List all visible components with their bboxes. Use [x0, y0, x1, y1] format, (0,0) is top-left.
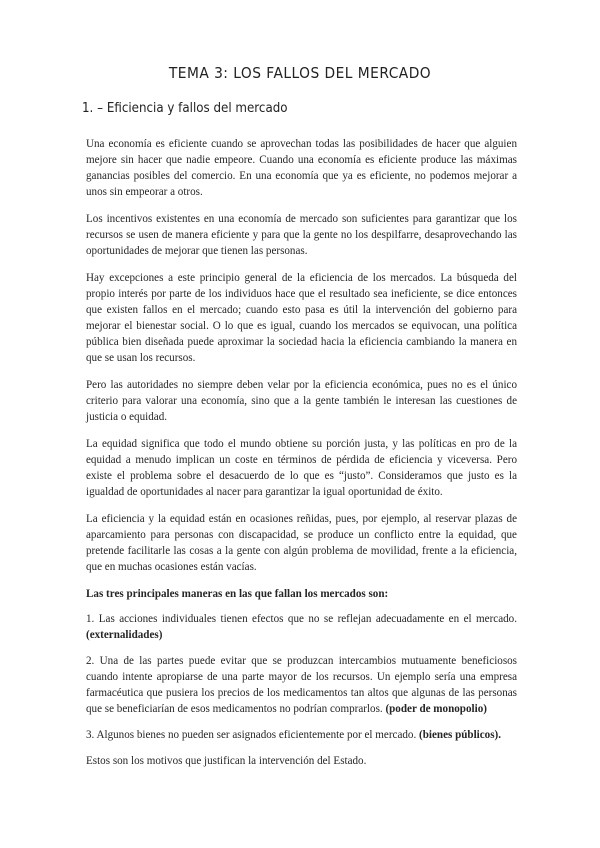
list-item-text: 1. Las acciones individuales tienen efectos que no se reflejan adecuadamente en el mercado. — [86, 613, 517, 625]
paragraph: La eficiencia y la equidad están en ocasiones reñidas, pues, por ejemplo, al reservar plazas de aparcamiento para personas con discapacidad, se produce un conflicto entre la equidad, que pretende facilitarle las cosas a la gente con algún problema de movilidad, frente a la eficiencia, que en muchas ocasiones están vacías. — [86, 513, 517, 573]
list-item — [86, 727, 517, 743]
paragraph: Hay excepciones a este principio general de la eficiencia de los mercados. La búsqueda del propio interés por parte de los individuos hace que el resultado sea ineficiente, se dice entonces que existen fallos en el mercado; cuando esto pasa es útil la intervención del gobierno para mejorar el bienestar social. O lo que es igual, cuando los mercados se equivocan, una política pública bien diseñada puede aproximar la sociedad hacia la eficiencia cambiando la manera en que se usan los recursos. — [86, 272, 517, 364]
list-item-text: 2. Una de las partes puede evitar que se produzcan intercambios mutuamente beneficiosos cuando intente apropiarse de una parte mayor de los recursos. Un ejemplo sería una empresa farmacéutica que pusiera los precios de los medicamentos tan altos que algunas de las personas que se beneficiarían de esos medicamentos no podrían comprarlos. — [86, 655, 517, 715]
list-item-term: (externalidades) — [86, 629, 163, 641]
list-item-term: (poder de monopolio) — [385, 703, 487, 715]
paragraph: Pero las autoridades no siempre deben velar por la eficiencia económica, pues no es el único criterio para valorar una economía, sino que a la gente también le interesan las cuestiones de justicia o equidad. — [86, 379, 517, 423]
page-title: TEMA 3: LOS FALLOS DEL MERCADO — [168, 64, 432, 82]
closing-paragraph: Estos son los motivos que justifican la intervención del Estado. — [86, 755, 367, 767]
paragraph: La equidad significa que todo el mundo obtiene su porción justa, y las políticas en pro de la equidad a menudo implican un coste en términos de pérdida de eficiencia y viceversa. Pero existe el problema sobre el desacuerdo de lo que es “justo”. Consideramos que justo es la igualdad de oportunidades al nacer para garantizar la igual oportunidad de éxito. — [86, 438, 517, 498]
list-item — [86, 653, 517, 717]
document-body — [86, 136, 517, 780]
paragraph: Los incentivos existentes en una economía de mercado son suficientes para garantizar que los recursos se usen de manera eficiente y para que la gente no los despilfarre, desaprovechando las oportunidades de mejorar que tienen las personas. — [86, 213, 517, 257]
list-item — [86, 611, 517, 643]
paragraph: Una economía es eficiente cuando se aprovechan todas las posibilidades de hacer que alguien mejore sin hacer que nadie empeore. Cuando una economía es eficiente produce las máximas ganancias posibles del comercio. En una economía que ya es eficiente, no podemos mejorar a unos sin empeorar a otros. — [86, 138, 517, 198]
list-heading: Las tres principales maneras en las que fallan los mercados son: — [86, 588, 389, 600]
list-item-term: (bienes públicos). — [419, 729, 502, 741]
list-item-text: 3. Algunos bienes no pueden ser asignados eficientemente por el mercado. — [86, 729, 420, 741]
section-heading: 1. – Eficiencia y fallos del mercado — [82, 100, 288, 116]
